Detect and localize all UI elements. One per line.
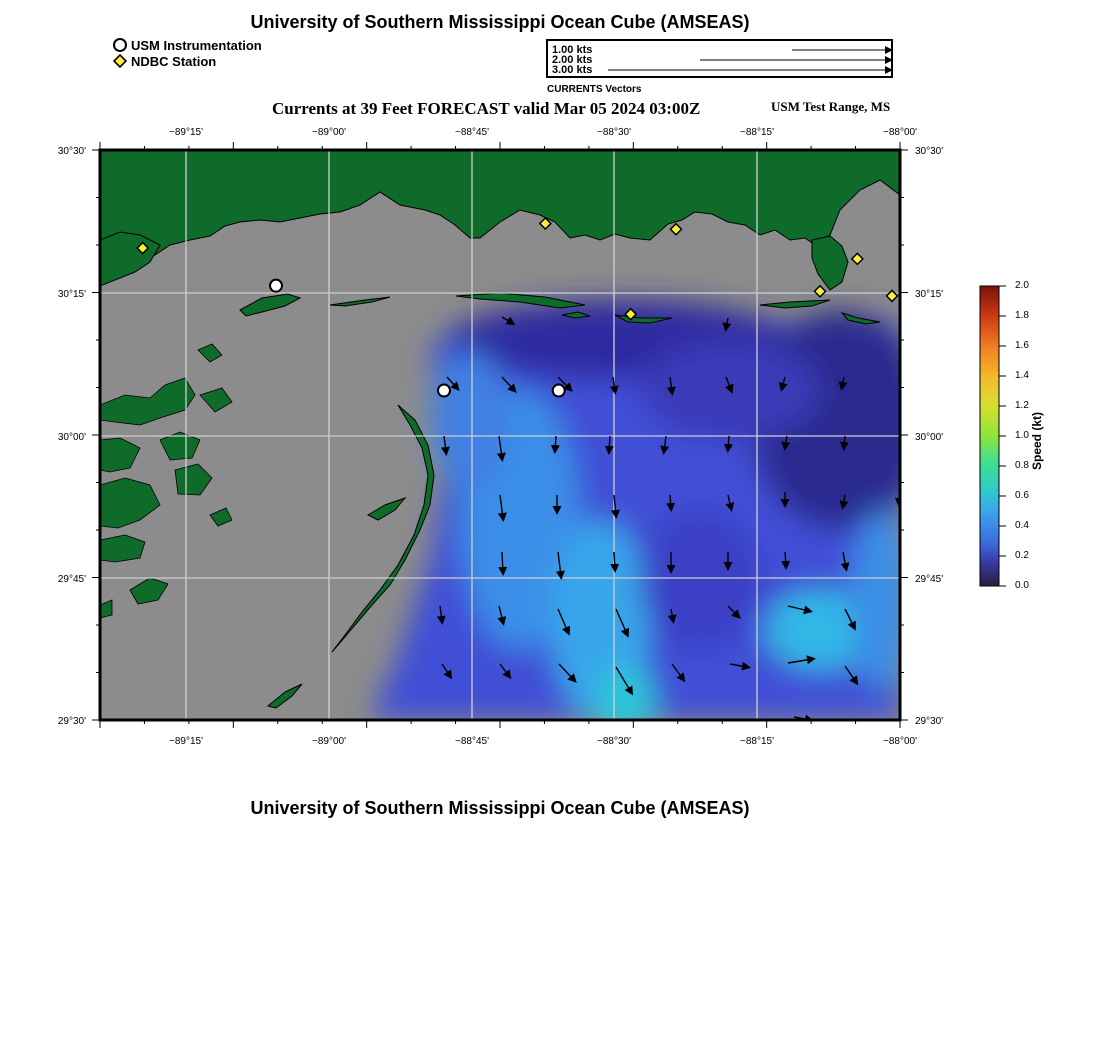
legend-label-usm: USM Instrumentation (131, 37, 262, 53)
lat-label-right: 30°30' (915, 146, 944, 157)
lon-label-bottom: −89°15' (169, 736, 203, 747)
current-vector (555, 436, 556, 450)
footer-title: University of Southern Mississippi Ocean Cube (AMSEAS) (250, 798, 750, 818)
colorbar-title: Speed (kt) (1030, 411, 1044, 470)
current-vector (609, 436, 610, 451)
usm-instrument-marker (553, 385, 565, 397)
lon-label-top: −88°00' (883, 127, 917, 138)
lat-label-right: 29°30' (915, 716, 944, 727)
current-vector (614, 552, 615, 569)
lat-label-left: 30°00' (57, 432, 86, 443)
colorbar-tick-label: 1.2 (1015, 400, 1029, 411)
colorbar-tick-label: 0.0 (1015, 580, 1029, 591)
lat-label-right: 30°00' (915, 432, 944, 443)
current-vector (670, 495, 671, 508)
vector-scale-caption: CURRENTS Vectors (547, 84, 642, 95)
lon-label-top: −88°15' (740, 127, 774, 138)
lon-label-bottom: −88°00' (883, 736, 917, 747)
colorbar-tick-label: 0.8 (1015, 460, 1029, 471)
scale-label-2: 2.00 kts (552, 54, 593, 66)
lon-label-bottom: −88°15' (740, 736, 774, 747)
colorbar-tick-label: 1.4 (1015, 370, 1029, 381)
usm-instrument-marker (270, 280, 282, 292)
current-vector (785, 552, 786, 566)
lat-label-right: 29°45' (915, 574, 944, 585)
legend-label-ndbc: NDBC Station (131, 53, 217, 69)
map-title: University of Southern Mississippi Ocean Cube (AMSEAS) (250, 12, 750, 32)
speed-field (370, 300, 930, 735)
lon-label-top: −88°30' (597, 127, 631, 138)
colorbar-tick-label: 1.8 (1015, 310, 1029, 321)
scale-label-1: 1.00 kts (552, 44, 593, 56)
colorbar-tick-label: 2.0 (1015, 280, 1029, 291)
lat-label-left: 30°15' (57, 289, 86, 300)
lat-label-right: 30°15' (915, 289, 944, 300)
colorbar-tick-label: 1.6 (1015, 340, 1029, 351)
lon-label-bottom: −88°30' (597, 736, 631, 747)
current-vector (502, 552, 503, 572)
lon-label-bottom: −88°45' (455, 736, 489, 747)
lon-label-top: −88°45' (455, 127, 489, 138)
colorbar-tick-label: 0.6 (1015, 490, 1029, 501)
current-vector (844, 436, 845, 447)
lon-label-top: −89°15' (169, 127, 203, 138)
lat-label-left: 30°30' (57, 146, 86, 157)
colorbar-ticks (999, 286, 1006, 586)
location-label: USM Test Range, MS (771, 99, 891, 114)
forecast-subtitle: Currents at 39 Feet FORECAST valid Mar 05 2024 03:00Z (272, 99, 701, 118)
speed-colorbar (980, 286, 999, 586)
current-vector (728, 436, 729, 449)
lon-label-bottom: −89°00' (312, 736, 346, 747)
colorbar-tick-label: 1.0 (1015, 430, 1029, 441)
colorbar-tick-label: 0.2 (1015, 550, 1029, 561)
colorbar-tick-label: 0.4 (1015, 520, 1029, 531)
usm-instrument-marker (438, 385, 450, 397)
lon-label-top: −89°00' (312, 127, 346, 138)
lat-label-left: 29°30' (57, 716, 86, 727)
lat-label-left: 29°45' (57, 574, 86, 585)
scale-label-3: 3.00 kts (552, 64, 593, 76)
